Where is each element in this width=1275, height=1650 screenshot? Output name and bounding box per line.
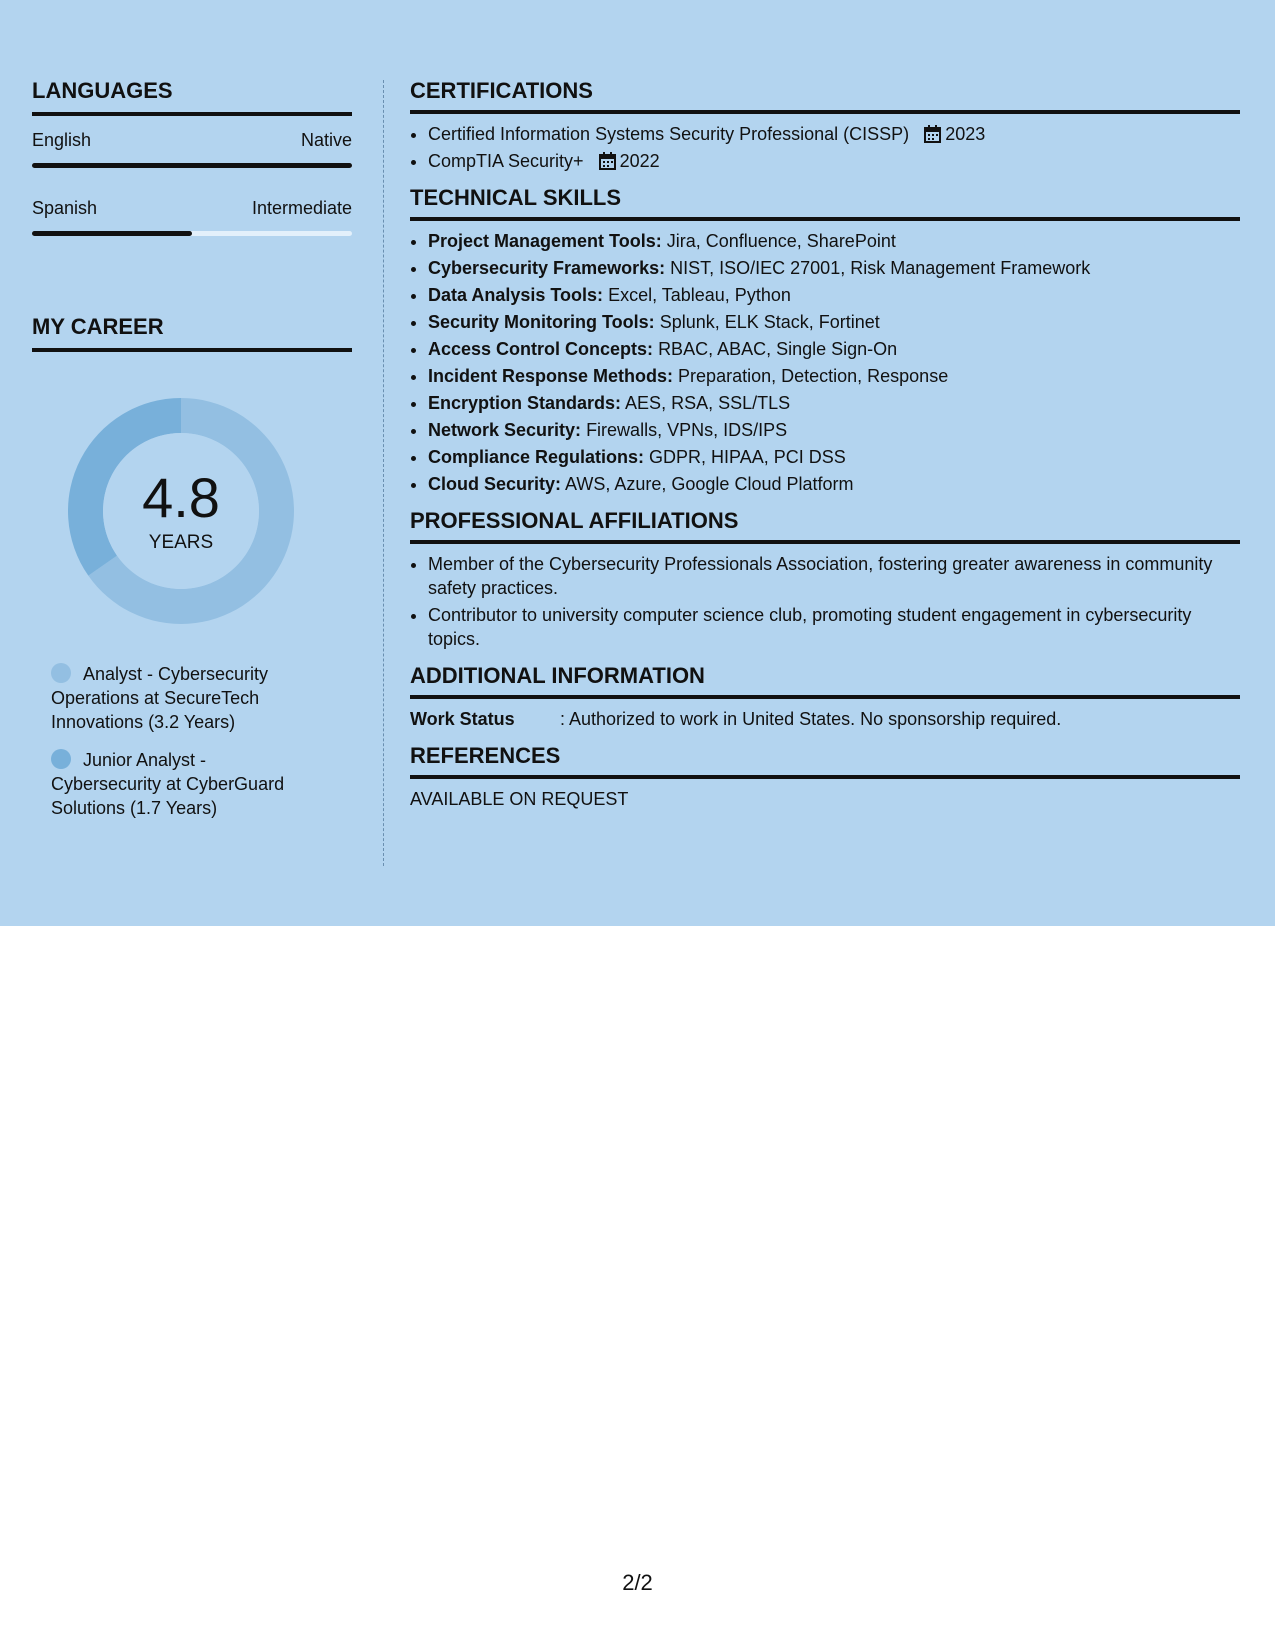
legend-dot: [51, 663, 71, 683]
technical-skills-section: [410, 185, 1240, 496]
language-proficiency-bar: [32, 163, 352, 168]
skill-value: RBAC, ABAC, Single Sign-On: [658, 339, 898, 359]
additional-info-heading: ADDITIONAL INFORMATION: [410, 663, 1240, 699]
career-years-label: YEARS: [148, 532, 214, 553]
certification-year: 2023: [945, 124, 986, 144]
certifications-section: [410, 78, 1240, 173]
language-name: Spanish: [32, 198, 98, 218]
affiliations-list: [410, 552, 1240, 651]
language-name: English: [32, 130, 92, 150]
career-legend-text: Analyst - Cybersecurity Operations at SecureTech Innovations (3.2 Years): [51, 664, 269, 732]
skill-label: Cybersecurity Frameworks:: [428, 258, 666, 278]
skill-value: Preparation, Detection, Response: [678, 366, 949, 386]
language-item-english: [32, 130, 352, 168]
additional-info-section: [410, 663, 1240, 731]
page-number: 2/2: [622, 1570, 653, 1595]
career-legend-item: [51, 662, 311, 734]
skill-item: [428, 445, 1240, 469]
skill-label: Incident Response Methods:: [428, 366, 674, 386]
career-total-years: 4.8: [142, 466, 220, 529]
affiliations-heading: PROFESSIONAL AFFILIATIONS: [410, 508, 1240, 544]
skill-item: [428, 418, 1240, 442]
career-legend-text: Junior Analyst - Cybersecurity at CyberGuard Solutions (1.7 Years): [51, 750, 285, 818]
language-level: Native: [300, 130, 352, 150]
skill-value: Jira, Confluence, SharePoint: [666, 231, 896, 251]
language-proficiency-fill: [32, 231, 192, 236]
skill-item: [428, 283, 1240, 307]
certifications-heading: CERTIFICATIONS: [410, 78, 1240, 114]
skill-item: [428, 310, 1240, 334]
skill-label: Network Security:: [428, 420, 582, 440]
calendar-icon: [599, 152, 616, 170]
work-status-row: [410, 707, 1240, 731]
skill-item: [428, 229, 1240, 253]
legend-dot: [51, 749, 71, 769]
skill-item: [428, 472, 1240, 496]
skill-label: Project Management Tools:: [428, 231, 662, 251]
skill-label: Cloud Security:: [428, 474, 562, 494]
references-text: AVAILABLE ON REQUEST: [410, 789, 629, 809]
certification-item: [428, 122, 1240, 146]
skill-value: NIST, ISO/IEC 27001, Risk Management Framework: [670, 258, 1091, 278]
career-legend-item: [51, 748, 311, 820]
skill-label: Compliance Regulations:: [428, 447, 645, 467]
references-section: [410, 743, 1240, 811]
affiliation-item: • Contributor to university computer science club, promoting student engagement in cybersecurity topics.: [428, 603, 1240, 651]
affiliation-item: • Member of the Cybersecurity Professionals Association, fostering greater awareness in community safety practices.: [428, 552, 1240, 600]
sidebar: [32, 78, 352, 834]
certification-year: 2022: [619, 151, 660, 171]
language-proficiency-fill: [32, 163, 352, 168]
skill-label: Data Analysis Tools:: [428, 285, 604, 305]
language-proficiency-bar: [32, 231, 352, 236]
career-donut-chart: [66, 396, 296, 626]
skill-item: [428, 364, 1240, 388]
work-status-value: : Authorized to work in United States. No sponsorship required.: [560, 709, 1062, 729]
skill-item: [428, 391, 1240, 415]
skill-value: Splunk, ELK Stack, Fortinet: [659, 312, 880, 332]
skill-value: AES, RSA, SSL/TLS: [625, 393, 791, 413]
language-level: Intermediate: [251, 198, 352, 218]
certification-item: [428, 149, 1240, 173]
affiliations-section: [410, 508, 1240, 651]
skills-list: [410, 229, 1240, 496]
skill-label: Encryption Standards:: [428, 393, 622, 413]
language-item-spanish: [32, 198, 352, 236]
skill-label: Access Control Concepts:: [428, 339, 654, 359]
work-status-label: Work Status: [410, 709, 515, 729]
technical-skills-heading: TECHNICAL SKILLS: [410, 185, 1240, 221]
skill-value: GDPR, HIPAA, PCI DSS: [649, 447, 846, 467]
calendar-icon: [924, 125, 941, 143]
certification-name: Certified Information Systems Security Professional (CISSP): [428, 124, 910, 144]
main-column: [410, 78, 1240, 823]
certifications-list: [410, 122, 1240, 173]
career-heading: MY CAREER: [32, 314, 352, 352]
skill-value: Excel, Tableau, Python: [608, 285, 791, 305]
skill-value: Firewalls, VPNs, IDS/IPS: [586, 420, 788, 440]
languages-heading: LANGUAGES: [32, 78, 352, 116]
skill-item: [428, 337, 1240, 361]
certification-name: CompTIA Security+: [428, 151, 584, 171]
column-divider: [383, 80, 384, 866]
references-heading: REFERENCES: [410, 743, 1240, 779]
skill-label: Security Monitoring Tools:: [428, 312, 655, 332]
skill-value: AWS, Azure, Google Cloud Platform: [565, 474, 854, 494]
skill-item: [428, 256, 1240, 280]
career-legend: [32, 662, 352, 820]
